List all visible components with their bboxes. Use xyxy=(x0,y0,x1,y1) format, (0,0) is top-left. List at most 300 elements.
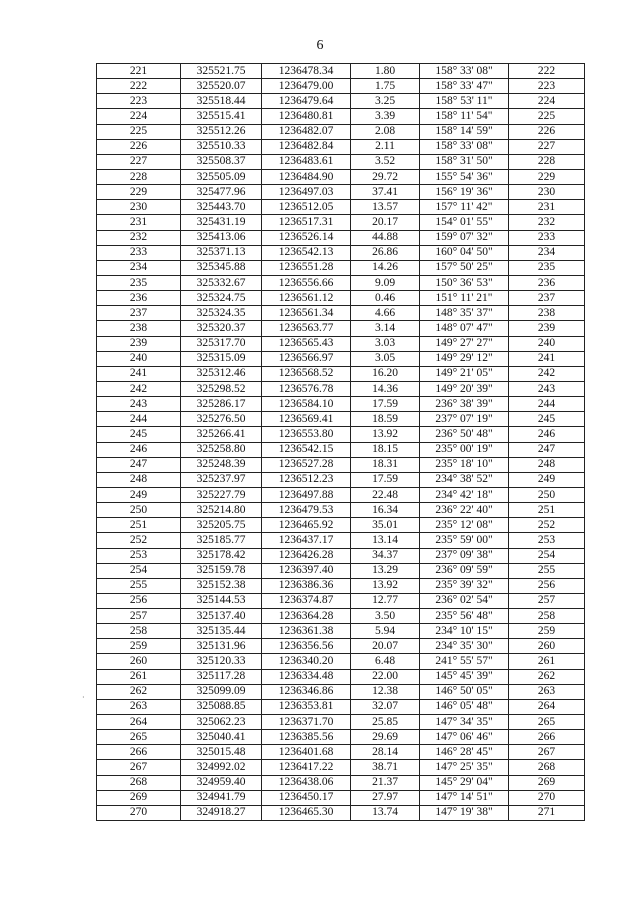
distance-cell: 3.50 xyxy=(351,609,420,624)
x-coordinate-cell: 324918.27 xyxy=(181,805,262,820)
distance-cell: 13.92 xyxy=(351,578,420,593)
bearing-cell: 158° 33' 08" xyxy=(420,64,509,79)
table-row xyxy=(97,139,585,154)
table-row xyxy=(97,548,585,563)
bearing-cell: 235° 18' 10" xyxy=(420,457,509,472)
x-coordinate-cell: 325137.40 xyxy=(181,609,262,624)
table-row xyxy=(97,336,585,351)
bearing-cell: 157° 50' 25" xyxy=(420,260,509,275)
distance-cell: 17.59 xyxy=(351,397,420,412)
next-point-cell: 258 xyxy=(509,609,585,624)
next-point-cell: 264 xyxy=(509,699,585,714)
table-row xyxy=(97,609,585,624)
point-number-cell: 253 xyxy=(97,548,181,563)
point-number-cell: 256 xyxy=(97,593,181,608)
x-coordinate-cell: 325258.80 xyxy=(181,442,262,457)
x-coordinate-cell: 324941.79 xyxy=(181,790,262,805)
distance-cell: 22.00 xyxy=(351,669,420,684)
point-number-cell: 235 xyxy=(97,275,181,290)
bearing-cell: 235° 56' 48" xyxy=(420,609,509,624)
next-point-cell: 247 xyxy=(509,442,585,457)
x-coordinate-cell: 325371.13 xyxy=(181,245,262,260)
y-coordinate-cell: 1236517.31 xyxy=(262,215,351,230)
bearing-cell: 150° 36' 53" xyxy=(420,275,509,290)
x-coordinate-cell: 325320.37 xyxy=(181,321,262,336)
table-row xyxy=(97,503,585,518)
point-number-cell: 257 xyxy=(97,609,181,624)
distance-cell: 18.15 xyxy=(351,442,420,457)
point-number-cell: 226 xyxy=(97,139,181,154)
table-row xyxy=(97,518,585,533)
distance-cell: 32.07 xyxy=(351,699,420,714)
x-coordinate-cell: 325117.28 xyxy=(181,669,262,684)
bearing-cell: 158° 33' 08" xyxy=(420,139,509,154)
table-row xyxy=(97,563,585,578)
point-number-cell: 270 xyxy=(97,805,181,820)
x-coordinate-cell: 325205.75 xyxy=(181,518,262,533)
x-coordinate-cell: 325510.33 xyxy=(181,139,262,154)
point-number-cell: 252 xyxy=(97,533,181,548)
next-point-cell: 223 xyxy=(509,79,585,94)
point-number-cell: 246 xyxy=(97,442,181,457)
x-coordinate-cell: 325324.35 xyxy=(181,306,262,321)
table-row xyxy=(97,215,585,230)
bearing-cell: 146° 28' 45" xyxy=(420,745,509,760)
x-coordinate-cell: 325266.41 xyxy=(181,427,262,442)
point-number-cell: 243 xyxy=(97,397,181,412)
x-coordinate-cell: 325508.37 xyxy=(181,154,262,169)
distance-cell: 38.71 xyxy=(351,760,420,775)
point-number-cell: 221 xyxy=(97,64,181,79)
y-coordinate-cell: 1236568.52 xyxy=(262,366,351,381)
point-number-cell: 240 xyxy=(97,351,181,366)
point-number-cell: 250 xyxy=(97,503,181,518)
distance-cell: 12.38 xyxy=(351,684,420,699)
next-point-cell: 259 xyxy=(509,624,585,639)
y-coordinate-cell: 1236465.92 xyxy=(262,518,351,533)
point-number-cell: 262 xyxy=(97,684,181,699)
point-number-cell: 269 xyxy=(97,790,181,805)
y-coordinate-cell: 1236527.28 xyxy=(262,457,351,472)
point-number-cell: 228 xyxy=(97,169,181,184)
next-point-cell: 234 xyxy=(509,245,585,260)
x-coordinate-cell: 325324.75 xyxy=(181,291,262,306)
x-coordinate-cell: 325152.38 xyxy=(181,578,262,593)
y-coordinate-cell: 1236512.23 xyxy=(262,472,351,487)
x-coordinate-cell: 325135.44 xyxy=(181,624,262,639)
point-number-cell: 255 xyxy=(97,578,181,593)
table-row xyxy=(97,427,585,442)
point-number-cell: 241 xyxy=(97,366,181,381)
next-point-cell: 262 xyxy=(509,669,585,684)
table-row xyxy=(97,169,585,184)
distance-cell: 1.75 xyxy=(351,79,420,94)
point-number-cell: 261 xyxy=(97,669,181,684)
distance-cell: 26.86 xyxy=(351,245,420,260)
x-coordinate-cell: 325062.23 xyxy=(181,715,262,730)
point-number-cell: 266 xyxy=(97,745,181,760)
y-coordinate-cell: 1236386.36 xyxy=(262,578,351,593)
next-point-cell: 271 xyxy=(509,805,585,820)
x-coordinate-cell: 325518.44 xyxy=(181,94,262,109)
point-number-cell: 232 xyxy=(97,230,181,245)
bearing-cell: 236° 22' 40" xyxy=(420,503,509,518)
y-coordinate-cell: 1236542.13 xyxy=(262,245,351,260)
distance-cell: 20.07 xyxy=(351,639,420,654)
y-coordinate-cell: 1236561.34 xyxy=(262,306,351,321)
next-point-cell: 238 xyxy=(509,306,585,321)
point-number-cell: 263 xyxy=(97,699,181,714)
bearing-cell: 235° 59' 00" xyxy=(420,533,509,548)
distance-cell: 12.77 xyxy=(351,593,420,608)
y-coordinate-cell: 1236551.28 xyxy=(262,260,351,275)
y-coordinate-cell: 1236482.84 xyxy=(262,139,351,154)
point-number-cell: 233 xyxy=(97,245,181,260)
bearing-cell: 157° 11' 42" xyxy=(420,200,509,215)
table-row xyxy=(97,79,585,94)
x-coordinate-cell: 325237.97 xyxy=(181,472,262,487)
bearing-cell: 234° 42' 18" xyxy=(420,487,509,502)
y-coordinate-cell: 1236361.38 xyxy=(262,624,351,639)
bearing-cell: 235° 12' 08" xyxy=(420,518,509,533)
point-number-cell: 225 xyxy=(97,124,181,139)
point-number-cell: 267 xyxy=(97,760,181,775)
x-coordinate-cell: 325159.78 xyxy=(181,563,262,578)
point-number-cell: 260 xyxy=(97,654,181,669)
bearing-cell: 154° 01' 55" xyxy=(420,215,509,230)
point-number-cell: 259 xyxy=(97,639,181,654)
y-coordinate-cell: 1236374.87 xyxy=(262,593,351,608)
point-number-cell: 247 xyxy=(97,457,181,472)
point-number-cell: 238 xyxy=(97,321,181,336)
table-row xyxy=(97,472,585,487)
next-point-cell: 226 xyxy=(509,124,585,139)
x-coordinate-cell: 325178.42 xyxy=(181,548,262,563)
next-point-cell: 250 xyxy=(509,487,585,502)
distance-cell: 3.25 xyxy=(351,94,420,109)
next-point-cell: 225 xyxy=(509,109,585,124)
point-number-cell: 268 xyxy=(97,775,181,790)
y-coordinate-cell: 1236397.40 xyxy=(262,563,351,578)
table-row xyxy=(97,684,585,699)
x-coordinate-cell: 325315.09 xyxy=(181,351,262,366)
next-point-cell: 251 xyxy=(509,503,585,518)
next-point-cell: 267 xyxy=(509,745,585,760)
distance-cell: 14.26 xyxy=(351,260,420,275)
point-number-cell: 224 xyxy=(97,109,181,124)
bearing-cell: 235° 00' 19" xyxy=(420,442,509,457)
next-point-cell: 230 xyxy=(509,185,585,200)
bearing-cell: 151° 11' 21" xyxy=(420,291,509,306)
y-coordinate-cell: 1236438.06 xyxy=(262,775,351,790)
bearing-cell: 235° 39' 32" xyxy=(420,578,509,593)
x-coordinate-cell: 325520.07 xyxy=(181,79,262,94)
x-coordinate-cell: 325443.70 xyxy=(181,200,262,215)
x-coordinate-cell: 325312.46 xyxy=(181,366,262,381)
bearing-cell: 234° 10' 15" xyxy=(420,624,509,639)
x-coordinate-cell: 324959.40 xyxy=(181,775,262,790)
bearing-cell: 234° 35' 30" xyxy=(420,639,509,654)
y-coordinate-cell: 1236497.88 xyxy=(262,487,351,502)
point-number-cell: 227 xyxy=(97,154,181,169)
table-row xyxy=(97,154,585,169)
x-coordinate-cell: 325477.96 xyxy=(181,185,262,200)
x-coordinate-cell: 325248.39 xyxy=(181,457,262,472)
table-row xyxy=(97,260,585,275)
point-number-cell: 258 xyxy=(97,624,181,639)
table-row xyxy=(97,381,585,396)
distance-cell: 4.66 xyxy=(351,306,420,321)
table-row xyxy=(97,291,585,306)
next-point-cell: 235 xyxy=(509,260,585,275)
y-coordinate-cell: 1236553.80 xyxy=(262,427,351,442)
bearing-cell: 156° 19' 36" xyxy=(420,185,509,200)
distance-cell: 13.29 xyxy=(351,563,420,578)
x-coordinate-cell: 325512.26 xyxy=(181,124,262,139)
distance-cell: 16.34 xyxy=(351,503,420,518)
next-point-cell: 229 xyxy=(509,169,585,184)
distance-cell: 13.14 xyxy=(351,533,420,548)
x-coordinate-cell: 325214.80 xyxy=(181,503,262,518)
y-coordinate-cell: 1236480.81 xyxy=(262,109,351,124)
x-coordinate-cell: 325015.48 xyxy=(181,745,262,760)
point-number-cell: 249 xyxy=(97,487,181,502)
distance-cell: 3.03 xyxy=(351,336,420,351)
y-coordinate-cell: 1236401.68 xyxy=(262,745,351,760)
table-row xyxy=(97,790,585,805)
x-coordinate-cell: 325227.79 xyxy=(181,487,262,502)
point-number-cell: 242 xyxy=(97,381,181,396)
bearing-cell: 237° 07' 19" xyxy=(420,412,509,427)
point-number-cell: 230 xyxy=(97,200,181,215)
bearing-cell: 148° 35' 37" xyxy=(420,306,509,321)
next-point-cell: 240 xyxy=(509,336,585,351)
table-row xyxy=(97,245,585,260)
next-point-cell: 227 xyxy=(509,139,585,154)
table-row xyxy=(97,64,585,79)
table-row xyxy=(97,624,585,639)
table-row xyxy=(97,715,585,730)
next-point-cell: 245 xyxy=(509,412,585,427)
y-coordinate-cell: 1236371.70 xyxy=(262,715,351,730)
y-coordinate-cell: 1236512.05 xyxy=(262,200,351,215)
y-coordinate-cell: 1236563.77 xyxy=(262,321,351,336)
next-point-cell: 224 xyxy=(509,94,585,109)
distance-cell: 37.41 xyxy=(351,185,420,200)
table-row xyxy=(97,94,585,109)
point-number-cell: 248 xyxy=(97,472,181,487)
y-coordinate-cell: 1236484.90 xyxy=(262,169,351,184)
table-row xyxy=(97,230,585,245)
next-point-cell: 222 xyxy=(509,64,585,79)
next-point-cell: 237 xyxy=(509,291,585,306)
table-row xyxy=(97,275,585,290)
table-row xyxy=(97,593,585,608)
distance-cell: 21.37 xyxy=(351,775,420,790)
next-point-cell: 254 xyxy=(509,548,585,563)
bearing-cell: 236° 02' 54" xyxy=(420,593,509,608)
bearing-cell: 160° 04' 50" xyxy=(420,245,509,260)
distance-cell: 6.48 xyxy=(351,654,420,669)
bearing-cell: 147° 25' 35" xyxy=(420,760,509,775)
x-coordinate-cell: 325088.85 xyxy=(181,699,262,714)
y-coordinate-cell: 1236479.00 xyxy=(262,79,351,94)
bearing-cell: 147° 06' 46" xyxy=(420,730,509,745)
distance-cell: 16.20 xyxy=(351,366,420,381)
next-point-cell: 231 xyxy=(509,200,585,215)
table-row xyxy=(97,654,585,669)
next-point-cell: 253 xyxy=(509,533,585,548)
distance-cell: 2.08 xyxy=(351,124,420,139)
y-coordinate-cell: 1236556.66 xyxy=(262,275,351,290)
distance-cell: 13.92 xyxy=(351,427,420,442)
distance-cell: 18.59 xyxy=(351,412,420,427)
distance-cell: 0.46 xyxy=(351,291,420,306)
bearing-cell: 158° 14' 59" xyxy=(420,124,509,139)
distance-cell: 34.37 xyxy=(351,548,420,563)
y-coordinate-cell: 1236584.10 xyxy=(262,397,351,412)
coordinates-table-body xyxy=(97,64,585,821)
y-coordinate-cell: 1236565.43 xyxy=(262,336,351,351)
bearing-cell: 236° 09' 59" xyxy=(420,563,509,578)
point-number-cell: 254 xyxy=(97,563,181,578)
x-coordinate-cell: 325505.09 xyxy=(181,169,262,184)
distance-cell: 3.05 xyxy=(351,351,420,366)
y-coordinate-cell: 1236479.64 xyxy=(262,94,351,109)
distance-cell: 22.48 xyxy=(351,487,420,502)
y-coordinate-cell: 1236334.48 xyxy=(262,669,351,684)
bearing-cell: 241° 55' 57" xyxy=(420,654,509,669)
table-row xyxy=(97,669,585,684)
y-coordinate-cell: 1236437.17 xyxy=(262,533,351,548)
bearing-cell: 236° 50' 48" xyxy=(420,427,509,442)
table-row xyxy=(97,442,585,457)
table-row xyxy=(97,397,585,412)
bearing-cell: 145° 45' 39" xyxy=(420,669,509,684)
y-coordinate-cell: 1236356.56 xyxy=(262,639,351,654)
next-point-cell: 249 xyxy=(509,472,585,487)
y-coordinate-cell: 1236450.17 xyxy=(262,790,351,805)
table-row xyxy=(97,366,585,381)
table-row xyxy=(97,124,585,139)
distance-cell: 18.31 xyxy=(351,457,420,472)
x-coordinate-cell: 325099.09 xyxy=(181,684,262,699)
bearing-cell: 158° 31' 50" xyxy=(420,154,509,169)
distance-cell: 27.97 xyxy=(351,790,420,805)
next-point-cell: 266 xyxy=(509,730,585,745)
table-row xyxy=(97,351,585,366)
table-row xyxy=(97,578,585,593)
bearing-cell: 234° 38' 52" xyxy=(420,472,509,487)
table-row xyxy=(97,639,585,654)
y-coordinate-cell: 1236417.22 xyxy=(262,760,351,775)
x-coordinate-cell: 325185.77 xyxy=(181,533,262,548)
y-coordinate-cell: 1236364.28 xyxy=(262,609,351,624)
next-point-cell: 233 xyxy=(509,230,585,245)
distance-cell: 2.11 xyxy=(351,139,420,154)
distance-cell: 29.69 xyxy=(351,730,420,745)
bearing-cell: 148° 07' 47" xyxy=(420,321,509,336)
next-point-cell: 257 xyxy=(509,593,585,608)
next-point-cell: 270 xyxy=(509,790,585,805)
point-number-cell: 244 xyxy=(97,412,181,427)
table-row xyxy=(97,412,585,427)
next-point-cell: 228 xyxy=(509,154,585,169)
margin-mark: · xyxy=(82,693,85,702)
distance-cell: 29.72 xyxy=(351,169,420,184)
bearing-cell: 236° 38' 39" xyxy=(420,397,509,412)
x-coordinate-cell: 325515.41 xyxy=(181,109,262,124)
point-number-cell: 236 xyxy=(97,291,181,306)
point-number-cell: 265 xyxy=(97,730,181,745)
coordinates-table xyxy=(96,63,585,821)
next-point-cell: 255 xyxy=(509,563,585,578)
next-point-cell: 241 xyxy=(509,351,585,366)
distance-cell: 14.36 xyxy=(351,381,420,396)
y-coordinate-cell: 1236340.20 xyxy=(262,654,351,669)
point-number-cell: 237 xyxy=(97,306,181,321)
bearing-cell: 146° 05' 48" xyxy=(420,699,509,714)
y-coordinate-cell: 1236576.78 xyxy=(262,381,351,396)
distance-cell: 5.94 xyxy=(351,624,420,639)
next-point-cell: 246 xyxy=(509,427,585,442)
page-number: 6 xyxy=(316,38,324,53)
distance-cell: 9.09 xyxy=(351,275,420,290)
table-row xyxy=(97,306,585,321)
distance-cell: 28.14 xyxy=(351,745,420,760)
bearing-cell: 158° 33' 47" xyxy=(420,79,509,94)
point-number-cell: 229 xyxy=(97,185,181,200)
y-coordinate-cell: 1236497.03 xyxy=(262,185,351,200)
distance-cell: 13.57 xyxy=(351,200,420,215)
x-coordinate-cell: 325345.88 xyxy=(181,260,262,275)
next-point-cell: 263 xyxy=(509,684,585,699)
x-coordinate-cell: 325332.67 xyxy=(181,275,262,290)
x-coordinate-cell: 325276.50 xyxy=(181,412,262,427)
distance-cell: 20.17 xyxy=(351,215,420,230)
bearing-cell: 149° 20' 39" xyxy=(420,381,509,396)
y-coordinate-cell: 1236542.15 xyxy=(262,442,351,457)
point-number-cell: 223 xyxy=(97,94,181,109)
point-number-cell: 264 xyxy=(97,715,181,730)
next-point-cell: 243 xyxy=(509,381,585,396)
next-point-cell: 260 xyxy=(509,639,585,654)
x-coordinate-cell: 325413.06 xyxy=(181,230,262,245)
table-row xyxy=(97,457,585,472)
table-row xyxy=(97,533,585,548)
x-coordinate-cell: 325040.41 xyxy=(181,730,262,745)
y-coordinate-cell: 1236479.53 xyxy=(262,503,351,518)
next-point-cell: 252 xyxy=(509,518,585,533)
y-coordinate-cell: 1236465.30 xyxy=(262,805,351,820)
distance-cell: 25.85 xyxy=(351,715,420,730)
next-point-cell: 248 xyxy=(509,457,585,472)
table-row xyxy=(97,745,585,760)
next-point-cell: 244 xyxy=(509,397,585,412)
bearing-cell: 145° 29' 04" xyxy=(420,775,509,790)
x-coordinate-cell: 325298.52 xyxy=(181,381,262,396)
bearing-cell: 147° 14' 51" xyxy=(420,790,509,805)
bearing-cell: 146° 50' 05" xyxy=(420,684,509,699)
table-row xyxy=(97,760,585,775)
x-coordinate-cell: 325144.53 xyxy=(181,593,262,608)
y-coordinate-cell: 1236346.86 xyxy=(262,684,351,699)
x-coordinate-cell: 325286.17 xyxy=(181,397,262,412)
table-row xyxy=(97,487,585,502)
bearing-cell: 147° 19' 38" xyxy=(420,805,509,820)
y-coordinate-cell: 1236569.41 xyxy=(262,412,351,427)
point-number-cell: 239 xyxy=(97,336,181,351)
